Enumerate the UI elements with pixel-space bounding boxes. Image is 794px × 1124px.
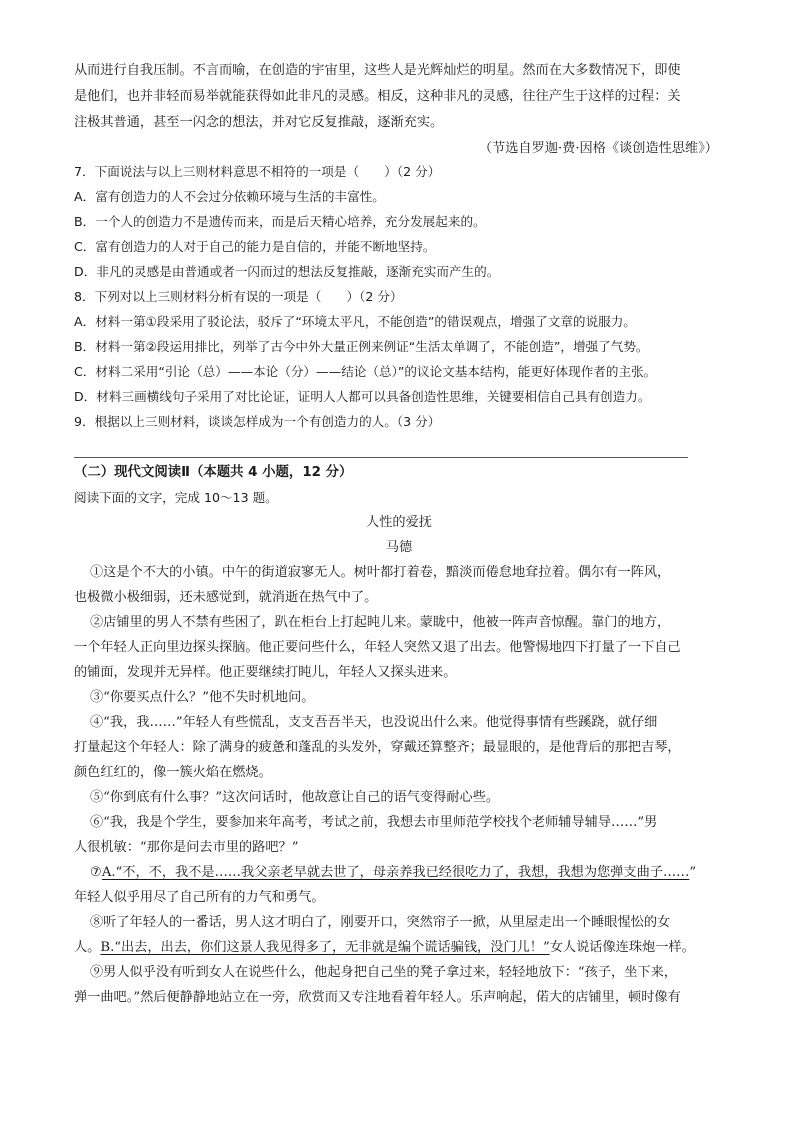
source-citation: （节选自罗迦·费·因格《谈创造性思维》） [478,141,718,156]
text-line: 从而进行自我压制。不言而喻，在创造的宇宙里，这些人是光辉灿烂的明星。然而在大多数情况下，即使 [74,63,681,78]
paragraph-5-line: ⑤“你到底有什么事？”这次问话时，他故意让自己的语气变得耐心些。 [90,790,500,805]
paragraph-1-line: 也极微小极细弱，还未感觉到，就消逝在热气中了。 [74,590,378,605]
text-line: 注极其普通，甚至一闪念的想法，并对它反复推敲，逐渐充实。 [74,115,444,130]
question-8-option-b: B．材料一第②段运用排比，列举了古今中外大量正例来例证“生活太单调了，不能创造”，增强了气势。 [74,339,649,354]
divider-line [74,457,688,458]
paragraph-7-line [90,864,724,882]
paragraph-2-line: 一个年轻人正向里边探头探脑。他正要问些什么，年轻人突然又退了出去。他警惕地四下打量了一下自己 [74,640,681,655]
paragraph-4-line: ④“我，我……”年轻人有些慌乱，支支吾吾半天，也没说出什么来。他觉得事情有些蹊跷，就仔细 [90,715,658,730]
paragraph-4-line: 颜色红红的，像一簇火焰在燃烧。 [74,765,272,780]
paragraph-2-line: ②店铺里的男人不禁有些困了，趴在柜台上打起盹儿来。蒙眬中，他被一阵声音惊醒。靠门的地方， [90,615,671,630]
article-title: 人性的爱抚 [366,515,432,530]
question-7-option-a: A．富有创造力的人不会过分依赖环境与生活的丰富性。 [74,189,385,204]
paragraph-4-line: 打量起这个年轻人：除了满身的疲惫和蓬乱的头发外，穿戴还算整齐；最显眼的，是他背后的那把吉琴， [74,740,681,755]
question-8-option-d: D．材料三画横线句子采用了对比论证，证明人人都可以具备创造性思维，关键要相信自己具有创造力。 [74,389,651,404]
question-8-option-c: C．材料二采用“引论（总）——本论（分）——结论（总）”的议论文基本结构，能更好体现作者的主张。 [74,364,657,379]
question-8-option-a: A．材料一第①段采用了驳论法，驳斥了“环境太平凡，不能创造”的错误观点，增强了文章的说服力。 [74,314,636,329]
paragraph-8-line [74,939,724,957]
underlined-sentence-a: A.“不，不，我不是……我父亲老早就去世了，母亲养我已经很吃力了，我想，我想为您弹支曲子…… [101,865,690,880]
paragraph-7-close-quote: ” [689,865,697,880]
question-7-option-c: C．富有创造力的人对于自己的能力是自信的，并能不断地坚持。 [74,239,436,254]
reading-instruction: 阅读下面的文字，完成 10～13 题。 [74,490,278,505]
text-line: 是他们，也并非轻而易举就能获得如此非凡的灵感。相反，这种非凡的灵感，往往产生于这样的过程：关 [74,89,681,104]
question-7-option-b: B．一个人的创造力不是遗传而来，而是后天精心培养，充分发展起来的。 [74,214,486,229]
paragraph-3-line: ③“你要买点什么？”他不失时机地问。 [90,690,315,705]
underlined-sentence-b: B.“出去，出去，你们这景人我见得多了，无非就是编个谎话骗钱，没门儿！” [100,940,550,955]
paragraph-2-line: 的铺面，发现并无异样。他正要继续打盹儿，年轻人又探头进来。 [74,665,457,680]
question-7-option-d: D．非凡的灵感是由普通或者一闪而过的想法反复推敲，逐渐充实而产生的。 [74,264,500,279]
question-8-stem: 8．下列对以上三则材料分析有误的一项是（ ）（2 分） [74,289,403,304]
paragraph-9-line: ⑨男人似乎没有听到女人在说些什么，他起身把自己坐的凳子拿过来，轻轻地放下：“孩子，坐下来， [90,965,677,980]
paragraph-6-line: ⑥“我，我是个学生，要参加来年高考，考试之前，我想去市里师范学校找个老师辅导辅导……”男 [90,815,658,830]
paragraph-7-prefix: ⑦ [90,865,102,880]
article-author: 马德 [385,540,413,555]
paragraph-8-prefix: 人。 [74,940,101,955]
paragraph-9-line: 弹一曲吧。”然后便静静地站立在一旁，欣赏而又专注地看着年轻人。乐声响起，偌大的店铺里，顿时像有 [74,990,681,1005]
paragraph-1-line: ①这是个不大的小镇。中午的街道寂寥无人。树叶都打着卷，黯淡而倦怠地耷拉着。偶尔有一阵风， [90,565,671,580]
section-heading: （二）现代文阅读Ⅱ（本题共 4 小题，12 分） [74,465,353,480]
question-7-stem: 7．下面说法与以上三则材料意思不相符的一项是（ ）（2 分） [74,164,441,179]
paragraph-6-line: 人很机敏：“那你是问去市里的路吧？” [74,840,299,855]
question-9: 9．根据以上三则材料，谈谈怎样成为一个有创造力的人。（3 分） [74,414,441,429]
paragraph-7-line: 年轻人似乎用尽了自己所有的力气和勇气。 [74,890,325,905]
paragraph-8-suffix: 女人说话像连珠炮一样。 [549,940,695,955]
paragraph-8-line: ⑧听了年轻人的一番话，男人这才明白了，刚要开口，突然帘子一掀，从里屋走出一个睡眼惺忪的女 [90,915,671,930]
